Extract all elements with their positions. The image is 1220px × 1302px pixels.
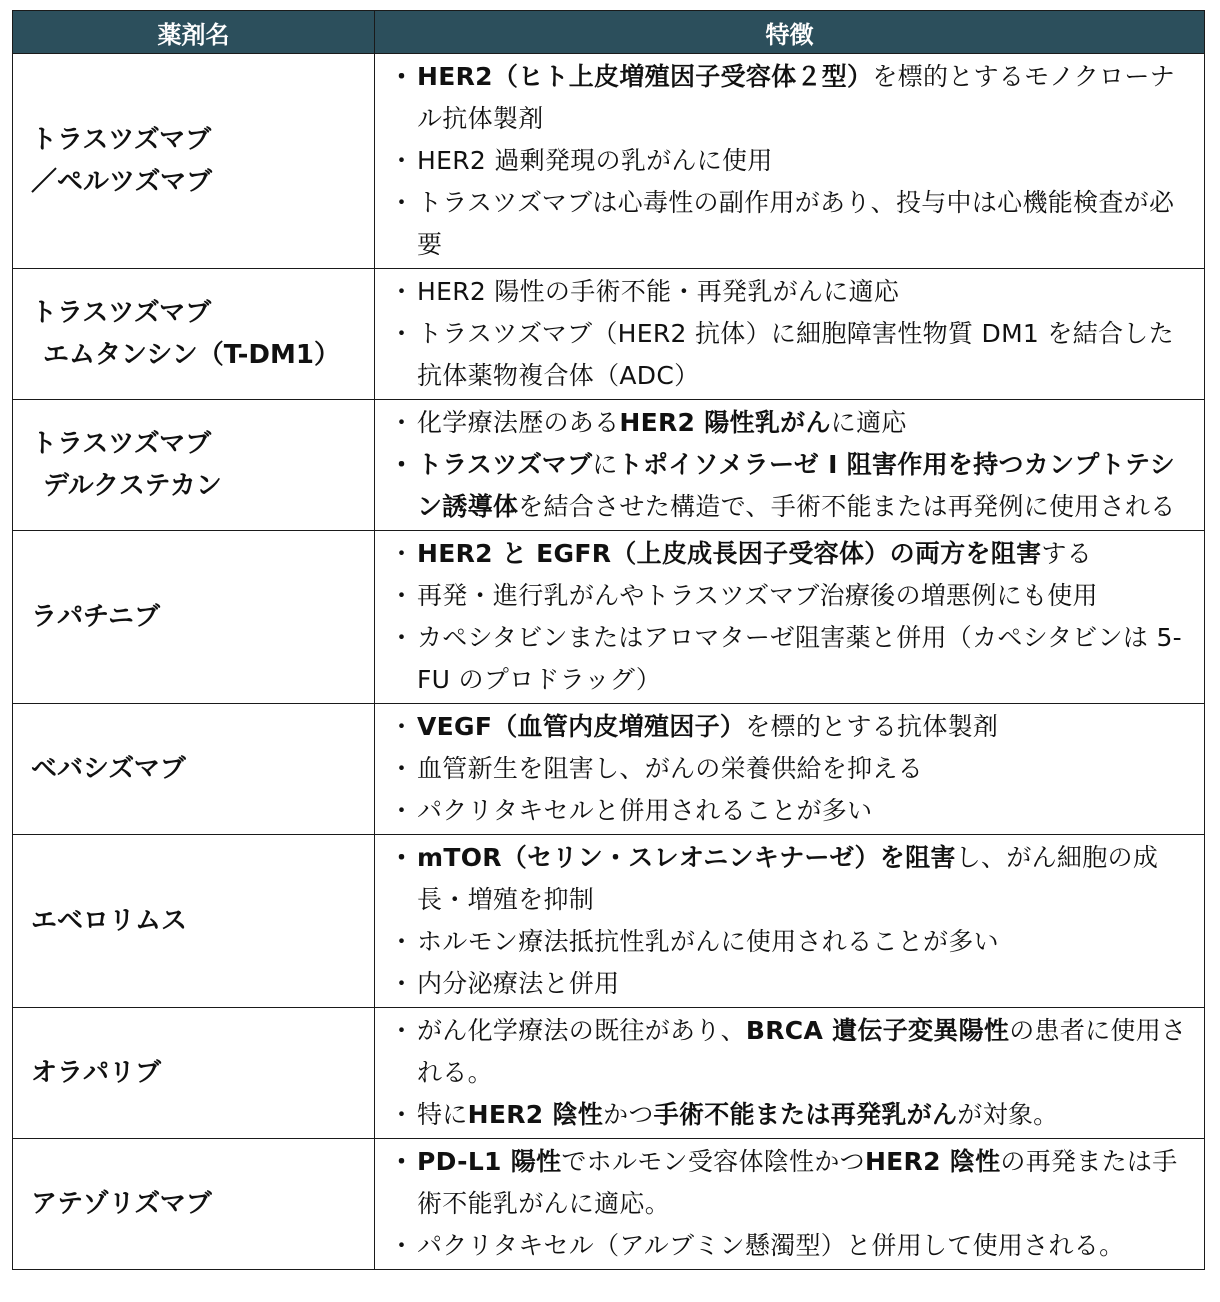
drug-name-line: エベロリムス xyxy=(31,906,188,936)
drug-name-line: トラスツズマブ xyxy=(31,298,212,328)
feature-bullet xyxy=(389,271,1194,313)
features-cell xyxy=(375,835,1205,1008)
text-segment: トラスツズマブ（HER2 抗体）に細胞障害性物質 DM1 を結合した抗体薬物複合体（ADC） xyxy=(417,319,1174,390)
table-row xyxy=(13,400,1205,531)
bold-text-segment: HER2 陰性 xyxy=(864,1147,1001,1176)
table-row xyxy=(13,1008,1205,1139)
drug-name-cell xyxy=(13,531,375,704)
text-segment: カペシタビンまたはアロマターゼ阻害薬と併用（カペシタビンは 5-FU のプロドラッグ） xyxy=(417,623,1182,694)
text-segment: パクリタキセル（アルブミン懸濁型）と併用して使用される。 xyxy=(417,1231,1125,1260)
feature-bullet xyxy=(389,182,1194,266)
drug-name-cell xyxy=(13,1008,375,1139)
feature-bullet xyxy=(389,706,1194,748)
text-segment: 血管新生を阻害し、がんの栄養供給を抑える xyxy=(417,754,924,783)
feature-bullet xyxy=(389,140,1194,182)
features-cell xyxy=(375,1008,1205,1139)
drug-name-line: ／ペルツズマブ xyxy=(31,167,212,197)
table-row xyxy=(13,531,1205,704)
text-segment: 再発・進行乳がんやトラスツズマブ治療後の増悪例にも使用 xyxy=(417,581,1098,610)
text-segment: を標的とする抗体製剤 xyxy=(745,712,999,741)
text-segment: HER2 陽性の手術不能・再発乳がんに適応 xyxy=(417,277,900,306)
features-cell xyxy=(375,1139,1205,1270)
bold-text-segment: HER2 陽性乳がん xyxy=(619,408,831,437)
table-row xyxy=(13,269,1205,400)
text-segment: する xyxy=(1041,539,1092,568)
header-row xyxy=(13,11,1205,54)
drug-name-line: トラスツズマブ xyxy=(31,125,212,155)
feature-bullet xyxy=(389,402,1194,444)
bold-text-segment: 手術不能または再発乳がん xyxy=(653,1100,958,1129)
drug-name-line: デルクステカン xyxy=(43,471,222,501)
feature-bullet xyxy=(389,921,1194,963)
bold-text-segment: トポイソメラーゼ I 阻害作用を持つカンプトテシン誘導体 xyxy=(417,450,1176,521)
features-cell xyxy=(375,400,1205,531)
text-segment: の再発または手術不能乳がんに適応。 xyxy=(417,1147,1178,1218)
features-cell xyxy=(375,531,1205,704)
table-body xyxy=(13,54,1205,1270)
bold-text-segment: mTOR（セリン・スレオニンキナーゼ）を阻害 xyxy=(417,843,956,872)
table-row xyxy=(13,54,1205,269)
bold-text-segment: トラスツズマブ xyxy=(417,450,593,479)
text-segment: し、がん細胞の成長・増殖を抑制 xyxy=(417,843,1159,914)
text-segment: ホルモン療法抵抗性乳がんに使用されることが多い xyxy=(417,927,999,956)
drug-name-line: アテゾリズマブ xyxy=(31,1189,212,1219)
feature-bullet xyxy=(389,575,1194,617)
feature-bullet xyxy=(389,963,1194,1005)
table-row xyxy=(13,835,1205,1008)
drug-name-cell xyxy=(13,1139,375,1270)
drug-name-line: オラパリブ xyxy=(31,1058,162,1088)
bold-text-segment: BRCA 遺伝子変異陽性 xyxy=(745,1016,1010,1045)
bold-text-segment: VEGF（血管内皮増殖因子） xyxy=(417,712,746,741)
drug-name-line: エムタンシン（T-DM1） xyxy=(43,340,340,370)
feature-bullet xyxy=(389,444,1194,528)
feature-bullet xyxy=(389,748,1194,790)
features-cell xyxy=(375,54,1205,269)
drug-name-cell xyxy=(13,835,375,1008)
features-cell xyxy=(375,269,1205,400)
bold-text-segment: HER2 陰性 xyxy=(467,1100,604,1129)
drug-name-cell xyxy=(13,269,375,400)
feature-bullet xyxy=(389,1141,1194,1225)
text-segment: でホルモン受容体陰性かつ xyxy=(561,1147,865,1176)
feature-bullet xyxy=(389,1010,1194,1094)
text-segment: が対象。 xyxy=(957,1100,1059,1129)
feature-bullet xyxy=(389,313,1194,397)
text-segment: を標的とするモノクローナル抗体製剤 xyxy=(417,62,1175,133)
drug-name-cell xyxy=(13,704,375,835)
text-segment: 内分泌療法と併用 xyxy=(417,969,620,998)
text-segment: かつ xyxy=(603,1100,654,1129)
feature-bullet xyxy=(389,1094,1194,1136)
drug-name-cell xyxy=(13,400,375,531)
header-features: 特徴 xyxy=(375,11,1205,54)
feature-bullet xyxy=(389,56,1194,140)
text-segment: の患者に使用される。 xyxy=(417,1016,1187,1087)
feature-bullet xyxy=(389,790,1194,832)
bold-text-segment: PD-L1 陽性 xyxy=(417,1147,562,1176)
drug-table xyxy=(12,10,1205,1270)
feature-bullet xyxy=(389,837,1194,921)
text-segment: を結合させた構造で、手術不能または再発例に使用される xyxy=(518,492,1176,521)
drug-name-line: ラパチニブ xyxy=(31,602,160,632)
drug-name-line: トラスツズマブ xyxy=(31,429,212,459)
header-drug-name: 薬剤名 xyxy=(13,11,375,54)
drug-name-line: ベバシズマブ xyxy=(31,754,186,784)
feature-bullet xyxy=(389,533,1194,575)
feature-bullet xyxy=(389,617,1194,701)
text-segment: 特に xyxy=(417,1100,468,1129)
text-segment: トラスツズマブは心毒性の副作用があり、投与中は心機能検査が必要 xyxy=(417,188,1175,259)
bold-text-segment: HER2（ヒト上皮増殖因子受容体２型） xyxy=(417,62,873,91)
drug-name-cell xyxy=(13,54,375,269)
table-row xyxy=(13,1139,1205,1270)
text-segment: 化学療法歴のある xyxy=(417,408,620,437)
text-segment: がん化学療法の既往があり、 xyxy=(417,1016,746,1045)
bold-text-segment: HER2 と EGFR（上皮成長因子受容体）の両方を阻害 xyxy=(417,539,1042,568)
text-segment: パクリタキセルと併用されることが多い xyxy=(417,796,873,825)
text-segment: に xyxy=(592,450,618,479)
text-segment: に適応 xyxy=(830,408,907,437)
features-cell xyxy=(375,704,1205,835)
table-row xyxy=(13,704,1205,835)
text-segment: HER2 過剰発現の乳がんに使用 xyxy=(417,146,773,175)
feature-bullet xyxy=(389,1225,1194,1267)
